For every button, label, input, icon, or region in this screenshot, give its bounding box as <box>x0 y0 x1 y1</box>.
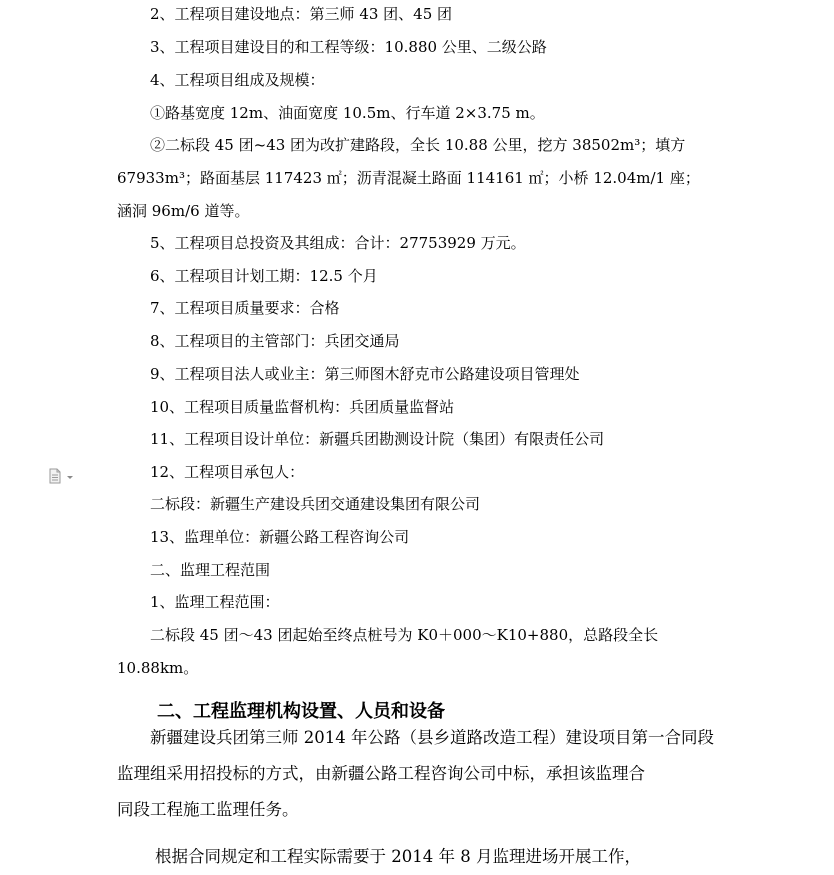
text-line: 13、监理单位：新疆公路工程咨询公司 <box>150 528 410 546</box>
text-line: 1、监理工程范围： <box>150 593 280 611</box>
text-line: 7、工程项目质量要求：合格 <box>150 299 340 317</box>
text-line: 二标段：新疆生产建设兵团交通建设集团有限公司 <box>150 495 481 513</box>
text-line: 10.88km。 <box>117 659 199 677</box>
text-line: 2、工程项目建设地点：第三师 43 团、45 团 <box>150 5 453 23</box>
text-line: 3、工程项目建设目的和工程等级：10.880 公里、二级公路 <box>150 38 547 56</box>
text-line: 9、工程项目法人或业主：第三师图木舒克市公路建设项目管理处 <box>150 365 580 383</box>
text-line: 同段工程施工监理任务。 <box>117 800 299 819</box>
text-line: 12、工程项目承包人： <box>150 463 305 481</box>
text-line: 监理组采用招投标的方式，由新疆公路工程咨询公司中标，承担该监理合 <box>117 764 645 783</box>
text-line: 11、工程项目设计单位：新疆兵团勘测设计院（集团）有限责任公司 <box>150 430 605 448</box>
text-line: 6、工程项目计划工期：12.5 个月 <box>150 267 378 285</box>
text-line: 5、工程项目总投资及其组成：合计：27753929 万元。 <box>150 234 526 252</box>
text-line: 4、工程项目组成及规模： <box>150 71 325 89</box>
text-line: 67933m³；路面基层 117423 ㎡；沥青混凝土路面 114161 ㎡；小桥 12.04m/1 座； <box>117 169 700 187</box>
text-line: ①路基宽度 12m、油面宽度 10.5m、行车道 2×3.75 m。 <box>150 104 545 122</box>
text-line: 二、监理工程范围 <box>150 561 271 579</box>
section-heading: 二、工程监理机构设置、人员和设备 <box>157 701 445 722</box>
document-options-icon[interactable] <box>48 468 76 484</box>
text-line: 根据合同规定和工程实际需要于 2014 年 8 月监理进场开展工作， <box>155 847 641 866</box>
text-line: 二标段 45 团～43 团起始至终点桩号为 K0＋000～K10+880，总路段全长 <box>150 626 659 644</box>
text-line: 8、工程项目的主管部门：兵团交通局 <box>150 332 400 350</box>
text-line: 新疆建设兵团第三师 2014 年公路（县乡道路改造工程）建设项目第一合同段 <box>150 728 714 747</box>
text-line: ②二标段 45 团~43 团为改扩建路段，全长 10.88 公里，挖方 38502m³；填方 <box>150 136 686 154</box>
text-line: 10、工程项目质量监督机构：兵团质量监督站 <box>150 398 455 416</box>
text-line: 涵洞 96m/6 道等。 <box>117 202 250 220</box>
